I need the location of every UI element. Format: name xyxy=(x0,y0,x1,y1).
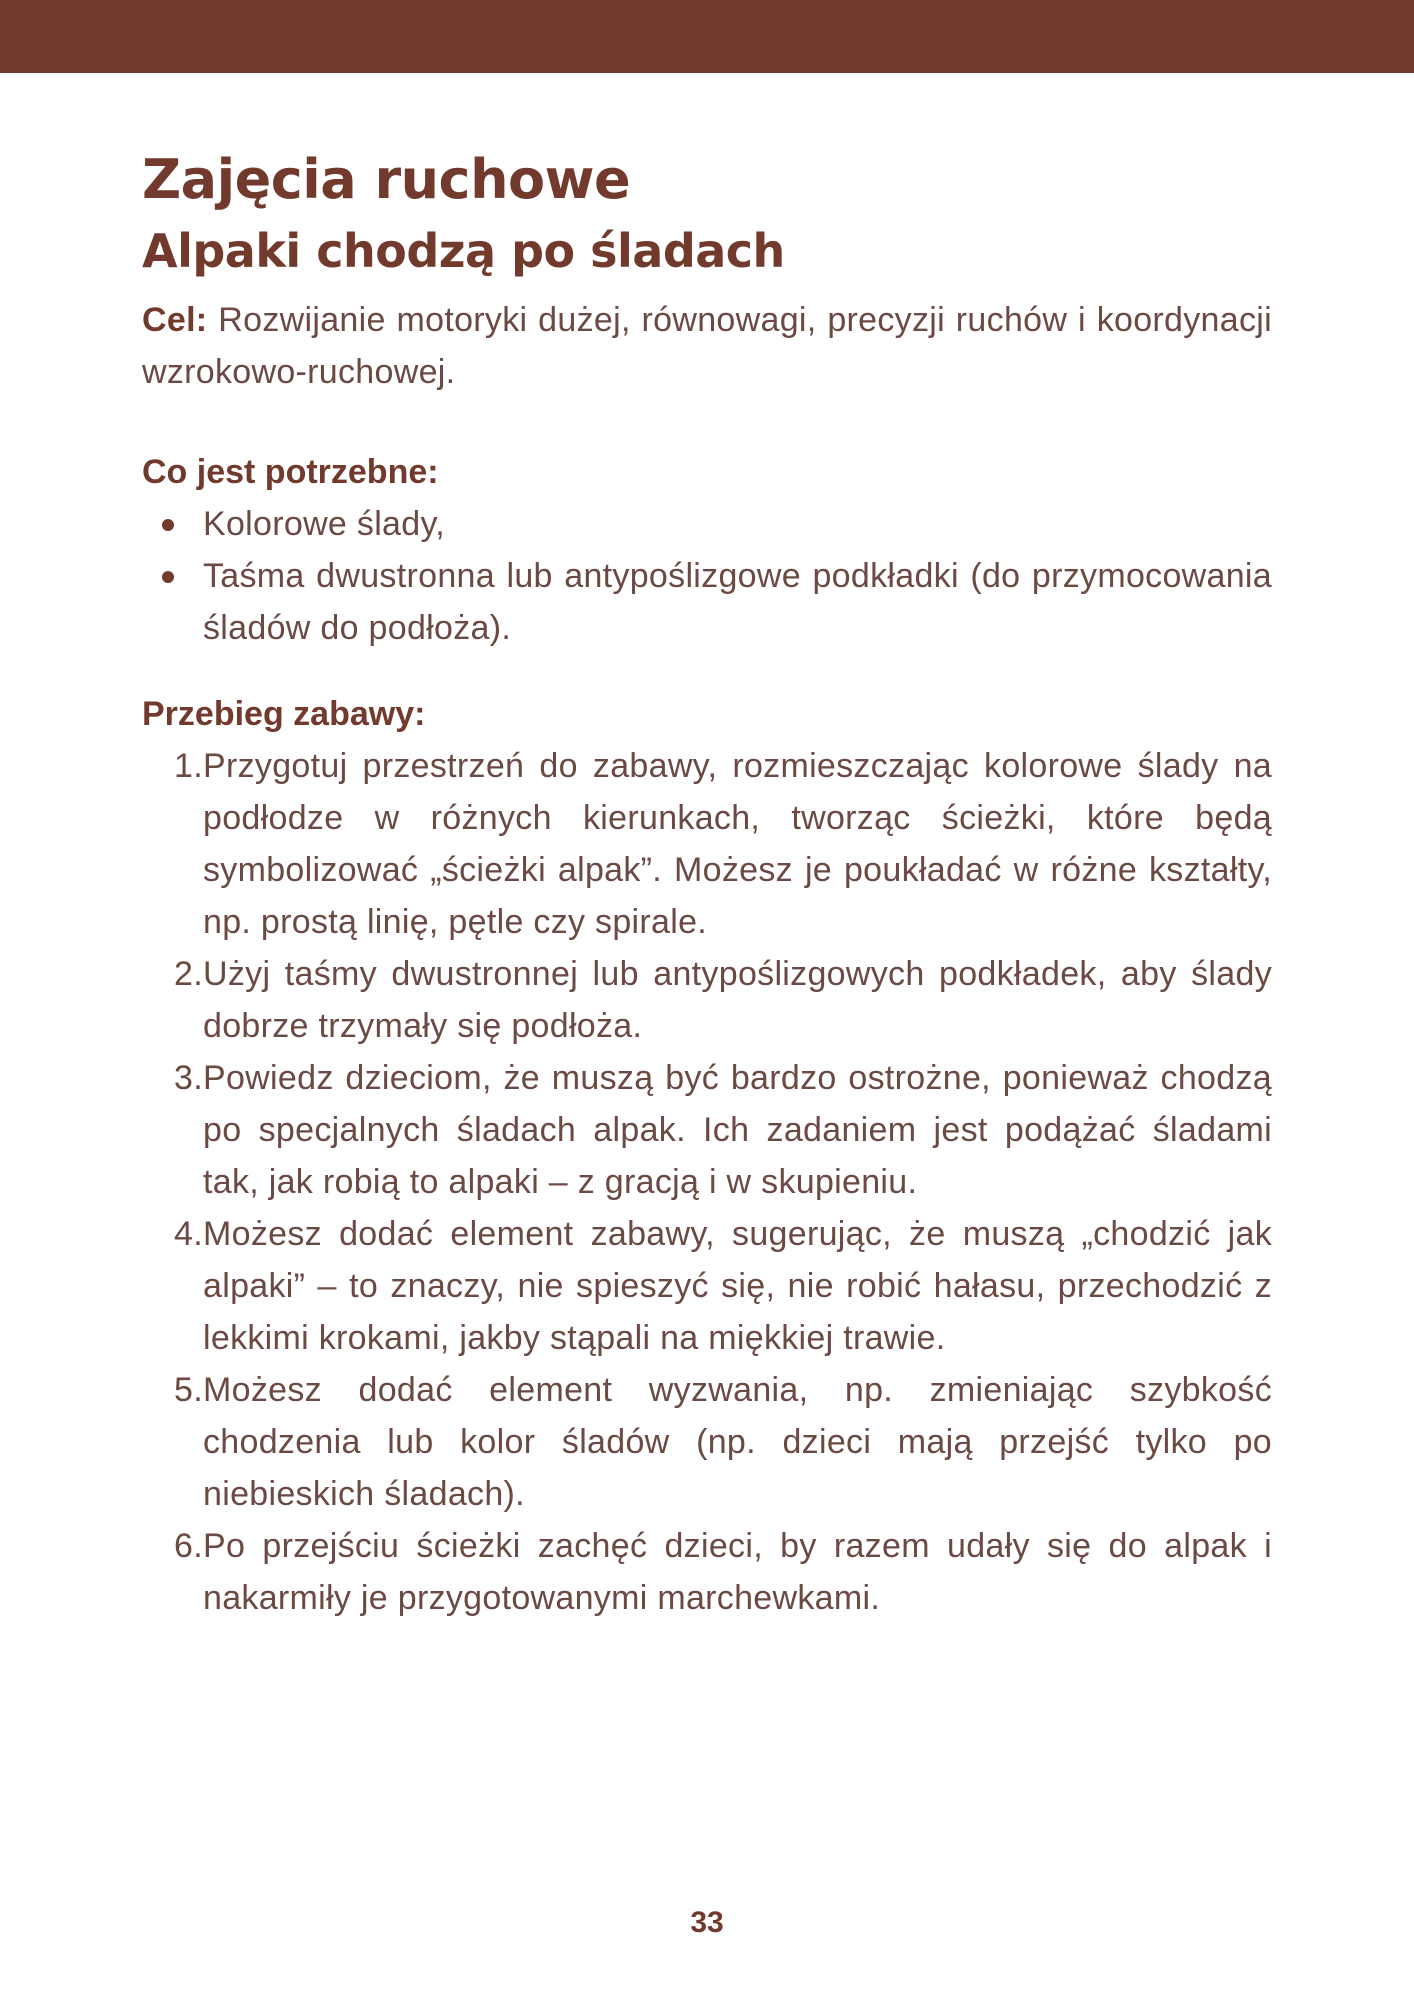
step-text: Możesz dodać element zabawy, sugerując, że muszą „chodzić jak alpaki” – to znaczy, nie spieszyć się, nie robić hałasu, przechodzić z lekkimi krokami, jakby stąpali na miękkiej trawie. xyxy=(203,1215,1272,1357)
step-number: 2. xyxy=(174,955,203,993)
step-item xyxy=(142,1364,1272,1520)
step-text: Powiedz dzieciom, że muszą być bardzo ostrożne, ponieważ chodzą po specjalnych śladach alpak. Ich zadaniem jest podążać śladami tak, jak robią to alpaki – z gracją i w skupieniu. xyxy=(203,1059,1272,1201)
procedure-heading: Przebieg zabawy: xyxy=(142,695,426,733)
step-text: Przygotuj przestrzeń do zabawy, rozmieszczając kolorowe ślady na podłodze w różnych kierunkach, tworząc ścieżki, które będą symbolizować „ścieżki alpak”. Możesz je poukładać w różne kształty, np. prostą linię, pętle czy spirale. xyxy=(203,747,1272,941)
page-title: Zajęcia ruchowe xyxy=(142,148,631,211)
step-text: Możesz dodać element wyzwania, np. zmieniając szybkość chodzenia lub kolor śladów (np. dzieci mają przejść tylko po niebieskich śladach). xyxy=(203,1371,1272,1513)
activity-title: Alpaki chodzą po śladach xyxy=(142,224,785,278)
needs-heading: Co jest potrzebne: xyxy=(142,453,439,491)
needs-list xyxy=(142,498,1272,654)
step-item xyxy=(142,1208,1272,1364)
step-number: 4. xyxy=(174,1215,203,1253)
step-item xyxy=(142,1520,1272,1624)
step-number: 6. xyxy=(174,1527,203,1565)
step-item xyxy=(142,948,1272,1052)
step-number: 1. xyxy=(174,747,203,785)
list-item xyxy=(142,550,1272,654)
step-item xyxy=(142,1052,1272,1208)
steps-list xyxy=(142,740,1272,1624)
list-item-text: Taśma dwustronna lub antypoślizgowe podkładki (do przymocowania śladów do podłoża). xyxy=(203,557,1272,647)
list-item-text: Kolorowe ślady, xyxy=(203,505,445,543)
needs-section xyxy=(142,446,1272,654)
step-number: 5. xyxy=(174,1371,203,1409)
step-text: Po przejściu ścieżki zachęć dzieci, by razem udały się do alpak i nakarmiły je przygotowanymi marchewkami. xyxy=(203,1527,1272,1617)
step-item xyxy=(142,740,1272,948)
page-number: 33 xyxy=(690,1906,724,1939)
goal-text: Rozwijanie motoryki dużej, równowagi, precyzji ruchów i koordynacji wzrokowo-ruchowej. xyxy=(142,301,1272,391)
step-number: 3. xyxy=(174,1059,203,1097)
goal-paragraph xyxy=(142,294,1272,398)
page-content xyxy=(142,148,1272,1624)
list-item xyxy=(142,498,1272,550)
header-bar xyxy=(0,0,1414,73)
bullet-icon xyxy=(162,571,174,583)
goal-label: Cel: xyxy=(142,301,208,339)
bullet-icon xyxy=(162,519,174,531)
procedure-section xyxy=(142,688,1272,1624)
step-text: Użyj taśmy dwustronnej lub antypoślizgowych podkładek, aby ślady dobrze trzymały się podłoża. xyxy=(203,955,1272,1045)
